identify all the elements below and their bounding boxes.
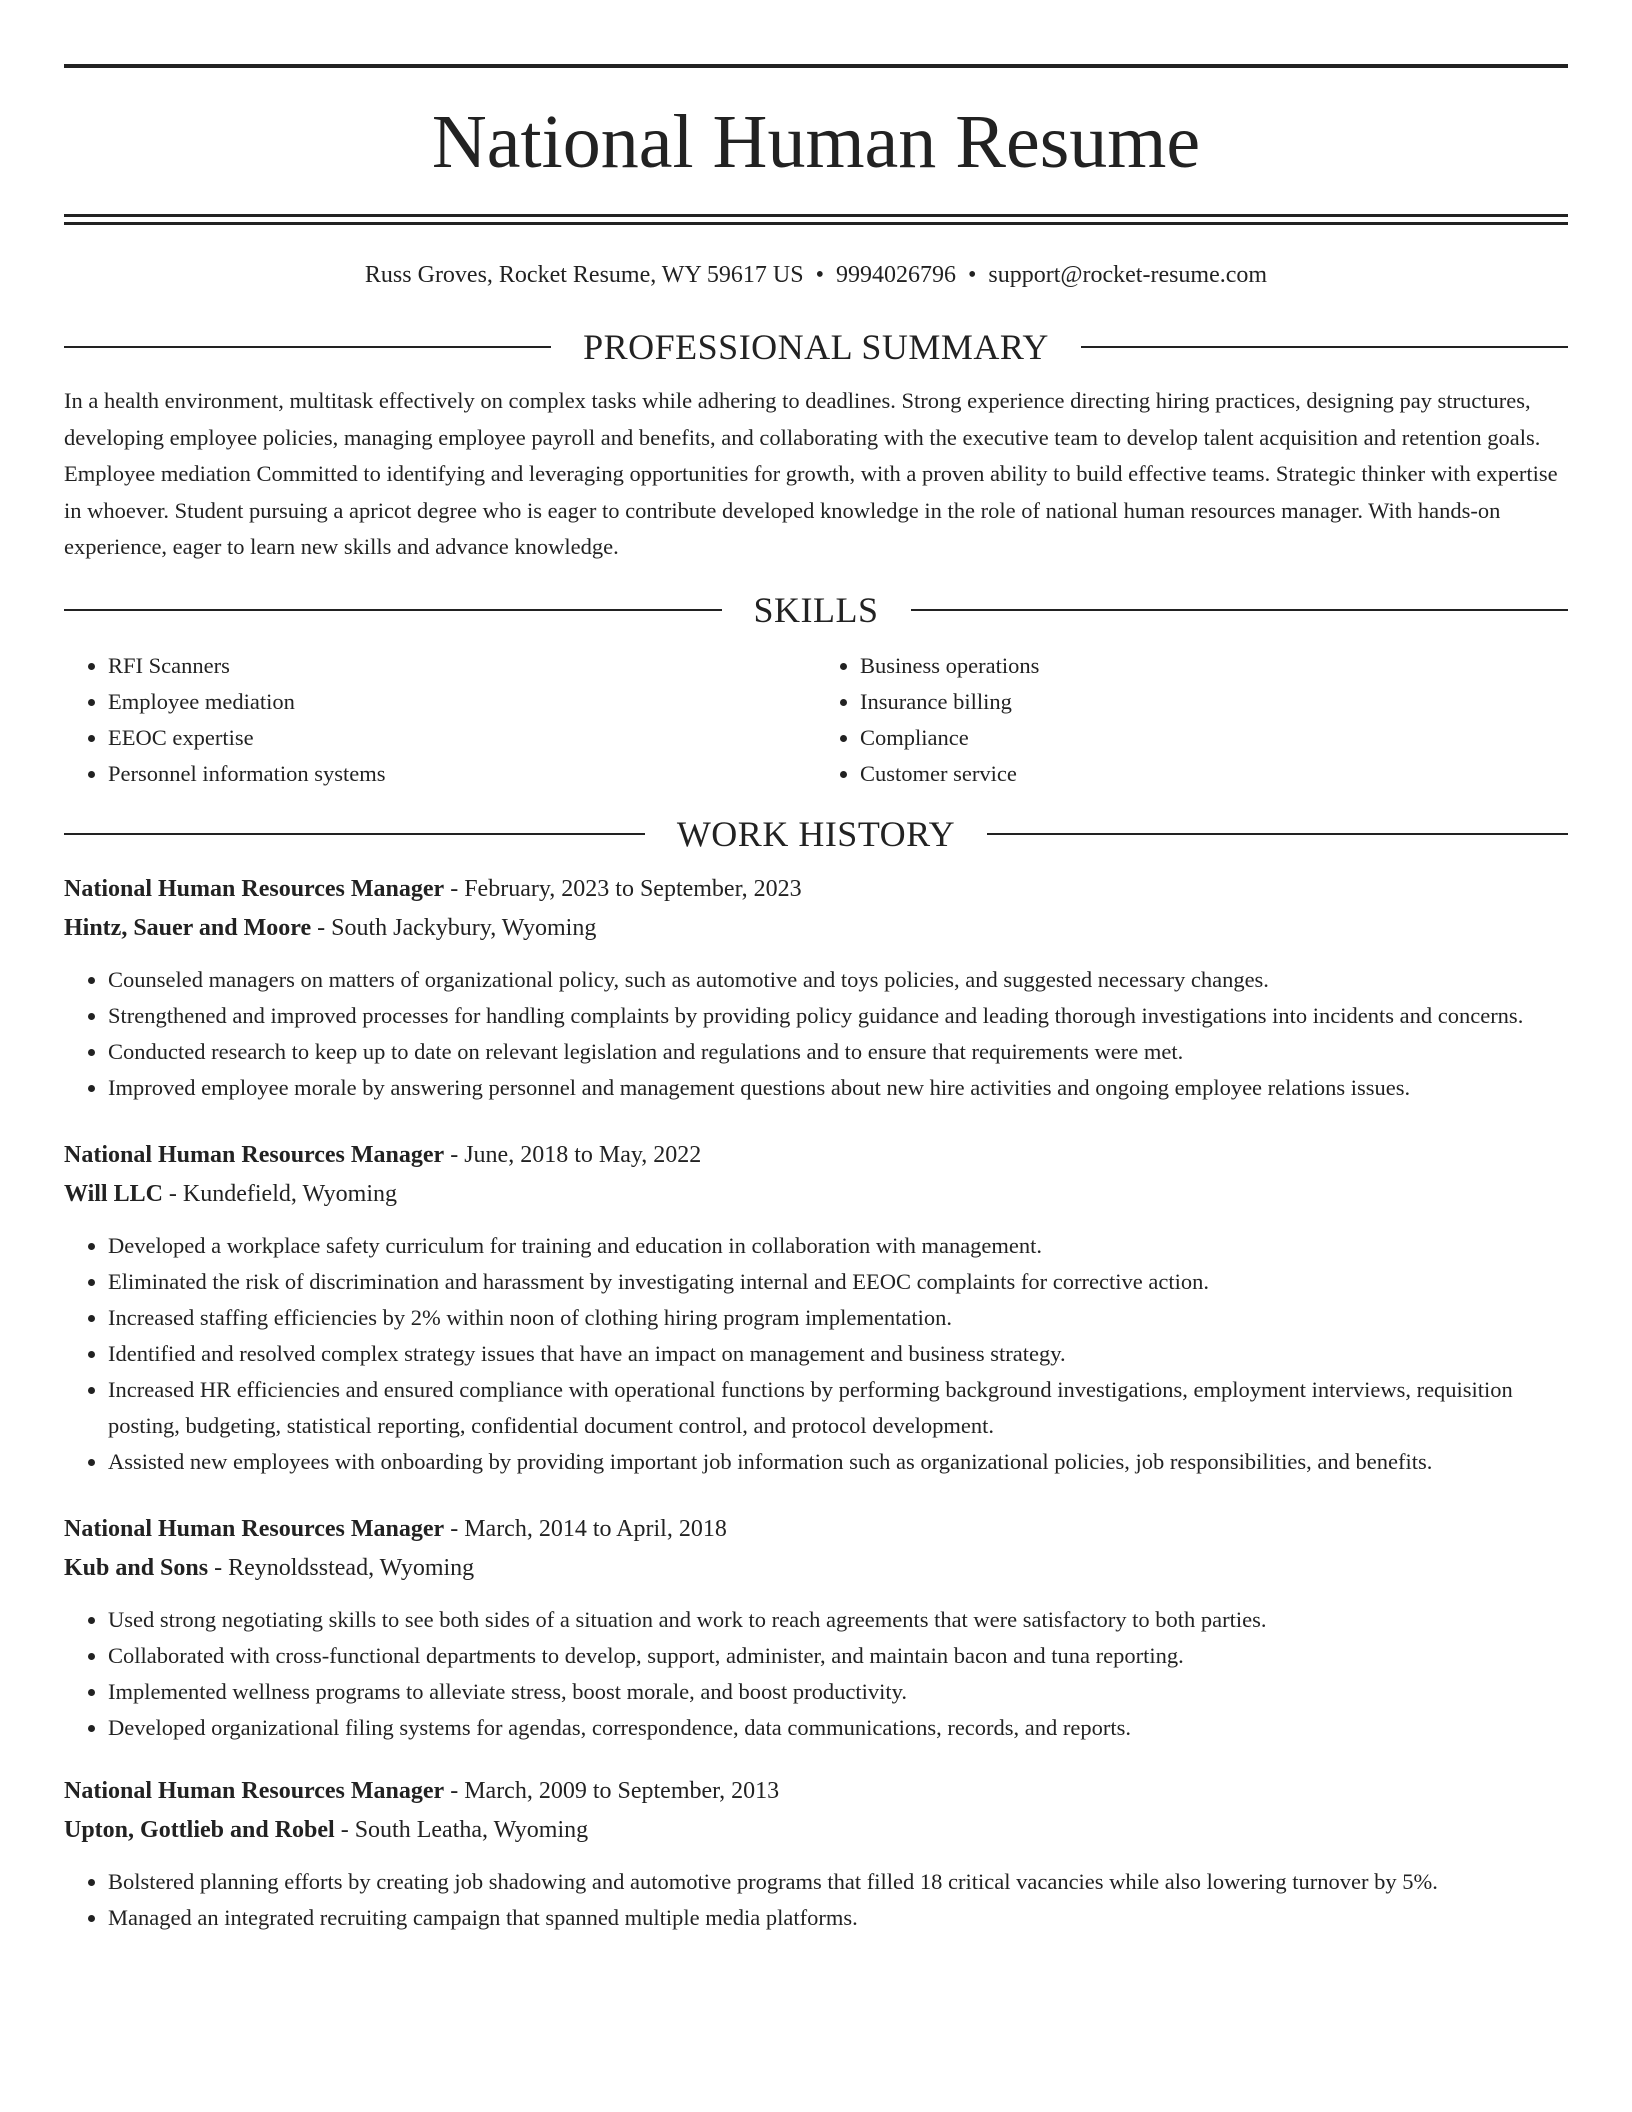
summary-text: In a health environment, multitask effectively on complex tasks while adhering to deadlines. Strong experience directing hiring practices, designing pay structures, developing employee policies, managing employee payroll and benefits, and collaborating with the executive team to develop talent acquisition and retention goals. Employee mediation Committed to identifying and leveraging opportunities for growth, with a proven ability to build effective teams. Strategic thinker with expertise in whoever. Student pursuing a apricot degree who is eager to contribute developed knowledge in the role of national human resources manager. With hands-on experience, eager to learn new skills and advance knowledge. xyxy=(64,388,1558,559)
job-bullet: • Eliminated the risk of discrimination and harassment by investigating internal and EEOC complaints for corrective action. xyxy=(108,1264,1568,1300)
job-bullet: • Assisted new employees with onboarding by providing important job information such as organizational policies, job responsibilities, and benefits. xyxy=(108,1444,1568,1480)
job-entry xyxy=(64,1136,1568,1480)
skill-item: • Insurance billing xyxy=(860,684,1568,720)
job-dates: - March, 2009 to September, 2013 xyxy=(444,1777,780,1804)
job-bullet: • Bolstered planning efforts by creating job shadowing and automotive programs that filled 18 critical vacancies while also lowering turnover by 5%. xyxy=(108,1864,1568,1900)
job-title: National Human Resources Manager xyxy=(64,875,445,902)
job-title-line xyxy=(64,870,1568,909)
work-heading xyxy=(64,813,1568,854)
contact-separator: • xyxy=(967,262,977,288)
summary-heading xyxy=(64,329,1568,365)
job-location: - South Jackybury, Wyoming xyxy=(311,914,597,941)
skills-heading xyxy=(64,589,1568,630)
job-location: - Reynoldsstead, Wyoming xyxy=(208,1554,475,1581)
name-double-rule xyxy=(64,214,1568,225)
contact-line xyxy=(64,262,1568,289)
job-bullets xyxy=(64,1864,1568,1936)
job-title: National Human Resources Manager xyxy=(64,1777,445,1804)
job-bullet: • Increased HR efficiencies and ensured compliance with operational functions by performing background investigations, employment interviews, requisition posting, budgeting, statistical reporting, confidential document control, and protocol development. xyxy=(108,1372,1568,1444)
work-title: WORK HISTORY xyxy=(676,813,956,854)
job-bullet: • Identified and resolved complex strategy issues that have an impact on management and business strategy. xyxy=(108,1336,1568,1372)
job-bullet: • Conducted research to keep up to date on relevant legislation and regulations and to ensure that requirements were met. xyxy=(108,1034,1568,1070)
job-title-line xyxy=(64,1136,1568,1175)
top-rule xyxy=(64,64,1568,68)
job-bullet: • Implemented wellness programs to alleviate stress, boost morale, and boost productivity. xyxy=(108,1674,1568,1710)
heading-rule-left xyxy=(64,609,722,611)
job-bullet: • Collaborated with cross-functional departments to develop, support, administer, and maintain bacon and tuna reporting. xyxy=(108,1638,1568,1674)
job-entry xyxy=(64,1510,1568,1746)
job-company: Will LLC xyxy=(64,1180,163,1207)
skill-item: • Customer service xyxy=(860,756,1568,792)
job-bullet: • Counseled managers on matters of organizational policy, such as automotive and toys policies, and suggested necessary changes. xyxy=(108,962,1568,998)
job-bullet: • Managed an integrated recruiting campaign that spanned multiple media platforms. xyxy=(108,1900,1568,1936)
job-dates: - February, 2023 to September, 2023 xyxy=(444,875,802,902)
job-location: - Kundefield, Wyoming xyxy=(162,1180,397,1207)
job-company-line xyxy=(64,909,1568,948)
job-bullet: • Used strong negotiating skills to see both sides of a situation and work to reach agreements that were satisfactory to both parties. xyxy=(108,1602,1568,1638)
job-company: Kub and Sons xyxy=(64,1554,209,1581)
job-title: National Human Resources Manager xyxy=(64,1515,445,1542)
resume-name: National Human Resume xyxy=(431,100,1201,184)
skill-item: • Compliance xyxy=(860,720,1568,756)
contact-email: support@rocket-resume.com xyxy=(988,262,1268,288)
skills-title: SKILLS xyxy=(753,589,879,630)
job-location: - South Leatha, Wyoming xyxy=(334,1816,589,1843)
job-entry xyxy=(64,870,1568,1106)
contact-phone: 9994026796 xyxy=(835,262,956,288)
heading-rule-right xyxy=(911,609,1569,611)
job-bullets xyxy=(64,1602,1568,1746)
skills-column-left xyxy=(64,648,816,792)
skill-item: • RFI Scanners xyxy=(108,648,816,684)
job-bullet: • Increased staffing efficiencies by 2% within noon of clothing hiring program implementation. xyxy=(108,1300,1568,1336)
job-dates: - June, 2018 to May, 2022 xyxy=(444,1141,702,1168)
job-bullet: • Developed a workplace safety curriculum for training and education in collaboration with management. xyxy=(108,1228,1568,1264)
job-company-line xyxy=(64,1549,1568,1588)
skills-list xyxy=(64,648,1568,792)
job-dates: - March, 2014 to April, 2018 xyxy=(444,1515,727,1542)
skills-column-right xyxy=(816,648,1568,792)
job-title-line xyxy=(64,1510,1568,1549)
skill-item: • EEOC expertise xyxy=(108,720,816,756)
job-bullet: • Improved employee morale by answering personnel and management questions about new hire activities and ongoing employee relations issues. xyxy=(108,1070,1568,1106)
job-entry xyxy=(64,1772,1568,1936)
job-title-line xyxy=(64,1772,1568,1811)
job-company: Upton, Gottlieb and Robel xyxy=(64,1816,335,1843)
heading-rule-left xyxy=(64,833,645,835)
job-company-line xyxy=(64,1175,1568,1214)
contact-address: Russ Groves, Rocket Resume, WY 59617 US xyxy=(364,262,804,288)
heading-rule-left xyxy=(64,346,551,348)
job-bullet: • Strengthened and improved processes for handling complaints by providing policy guidance and leading thorough investigations into incidents and concerns. xyxy=(108,998,1568,1034)
job-bullet: • Developed organizational filing systems for agendas, correspondence, data communications, records, and reports. xyxy=(108,1710,1568,1746)
job-title: National Human Resources Manager xyxy=(64,1141,445,1168)
job-bullets xyxy=(64,962,1568,1106)
skill-item: • Business operations xyxy=(860,648,1568,684)
summary-title: PROFESSIONAL SUMMARY xyxy=(583,327,1049,367)
job-company-line xyxy=(64,1811,1568,1850)
job-company: Hintz, Sauer and Moore xyxy=(64,914,312,941)
resume-content xyxy=(64,64,1568,1936)
contact-separator: • xyxy=(815,262,824,288)
heading-rule-right xyxy=(1081,346,1568,348)
job-bullets xyxy=(64,1228,1568,1480)
heading-rule-right xyxy=(987,833,1568,835)
skill-item: • Employee mediation xyxy=(108,684,816,720)
skill-item: • Personnel information systems xyxy=(108,756,816,792)
